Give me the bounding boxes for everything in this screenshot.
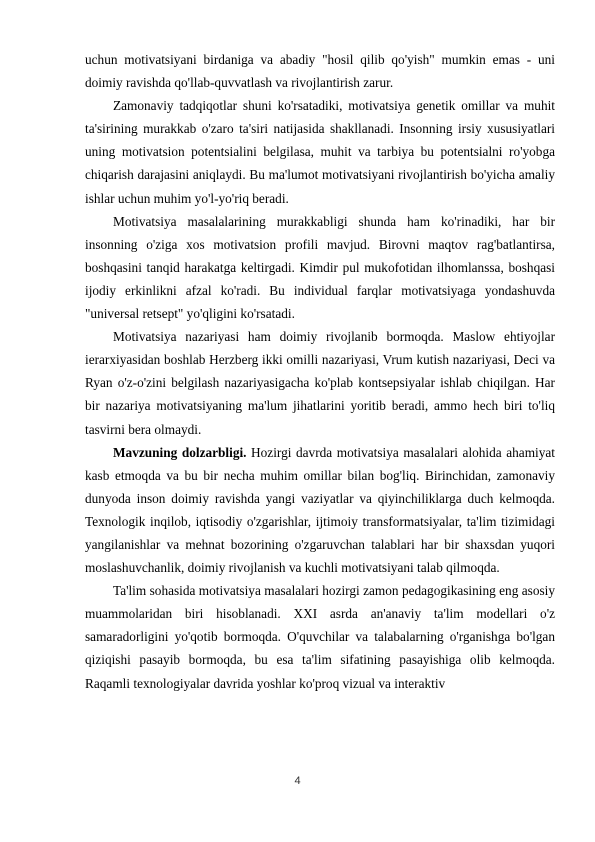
paragraph-3	[85, 210, 555, 325]
document-body	[85, 48, 555, 695]
paragraph-6-text: Ta'lim sohasida motivatsiya masalalari hozirgi zamon pedagogikasining eng asosiy muammolaridan biri hisoblanadi. XXI asrda an'anaviy ta'lim modellari o'z samaradorligini yo'qotib bormoqda. O'quvchilar va talabalarning o'rganishga bo'lgan qiziqishi pasayib bormoqda, bu esa ta'lim sifatining pasayishiga olib kelmoqda. Raqamli texnologiyalar davrida yoshlar ko'proq vizual va interaktiv	[85, 583, 555, 691]
paragraph-5	[85, 441, 555, 580]
paragraph-4	[85, 325, 555, 440]
paragraph-2	[85, 94, 555, 209]
paragraph-6	[85, 579, 555, 694]
paragraph-1-text: uchun motivatsiyani birdaniga va abadiy "hosil qilib qo'yish" mumkin emas - uni doimiy ravishda qo'llab-quvvatlash va rivojlantirish zarur.	[85, 52, 555, 91]
paragraph-5-text: Hozirgi davrda motivatsiya masalalari alohida ahamiyat kasb etmoqda va bu bir necha muhim omillar bilan bog'liq. Birinchidan, zamonaviy dunyoda inson doimiy ravishda yangi vaziyatlar va qiyinchiliklarga duch kelmoqda. Texnologik inqilob, iqtisodiy o'zgarishlar, ijtimoiy transformatsiyalar, ta'lim tizimidagi yangilanishlar va mehnat bozorining o'zgaruvchan talablari har bir shaxsdan yuqori moslashuvchanlik, doimiy rivojlanish va kuchli motivatsiyani talab qilmoqda.	[85, 444, 555, 576]
paragraph-4-text: Motivatsiya nazariyasi ham doimiy rivojlanib bormoqda. Maslow ehtiyojlar ierarxiyasidan boshlab Herzberg ikki omilli nazariyasi, Vrum kutish nazariyasi, Deci va Ryan o'z-o'zini belgilash nazariyasigacha ko'plab kontsepsiyalar ishlab chiqilgan. Har bir nazariya motivatsiyaning ma'lum jihatlarini yoritib beradi, ammo hech biri to'liq tasvirni bera olmaydi.	[85, 329, 555, 437]
paragraph-1	[85, 48, 555, 94]
paragraph-2-text: Zamonaviy tadqiqotlar shuni ko'rsatadiki, motivatsiya genetik omillar va muhit ta'sirining murakkab o'zaro ta'siri natijasida shakllanadi. Insonning irsiy xususiyatlari uning motivatsion potentsialini belgilasa, muhit va tarbiya bu potentsialni ro'yobga chiqarish darajasini aniqlaydi. Bu ma'lumot motivatsiyani rivojlantirish bo'yicha amaliy ishlar uchun muhim yo'l-yo'riq beradi.	[85, 98, 555, 206]
paragraph-3-text: Motivatsiya masalalarining murakkabligi shunda ham ko'rinadiki, har bir insonning o'ziga xos motivatsion profili mavjud. Birovni maqtov rag'batlantirsa, boshqasini tanqid harakatga keltirgadi. Kimdir pul mukofotidan ilhomlanssa, boshqasi ijodiy erkinlikni afzal ko'radi. Bu individual farqlar motivatsiyaga yondashuvda "universal retsept" yo'qligini ko'rsatadi.	[85, 213, 555, 322]
section-heading-relevance: Mavzuning dolzarbligi.	[113, 444, 247, 460]
page-number: 4	[294, 775, 301, 787]
